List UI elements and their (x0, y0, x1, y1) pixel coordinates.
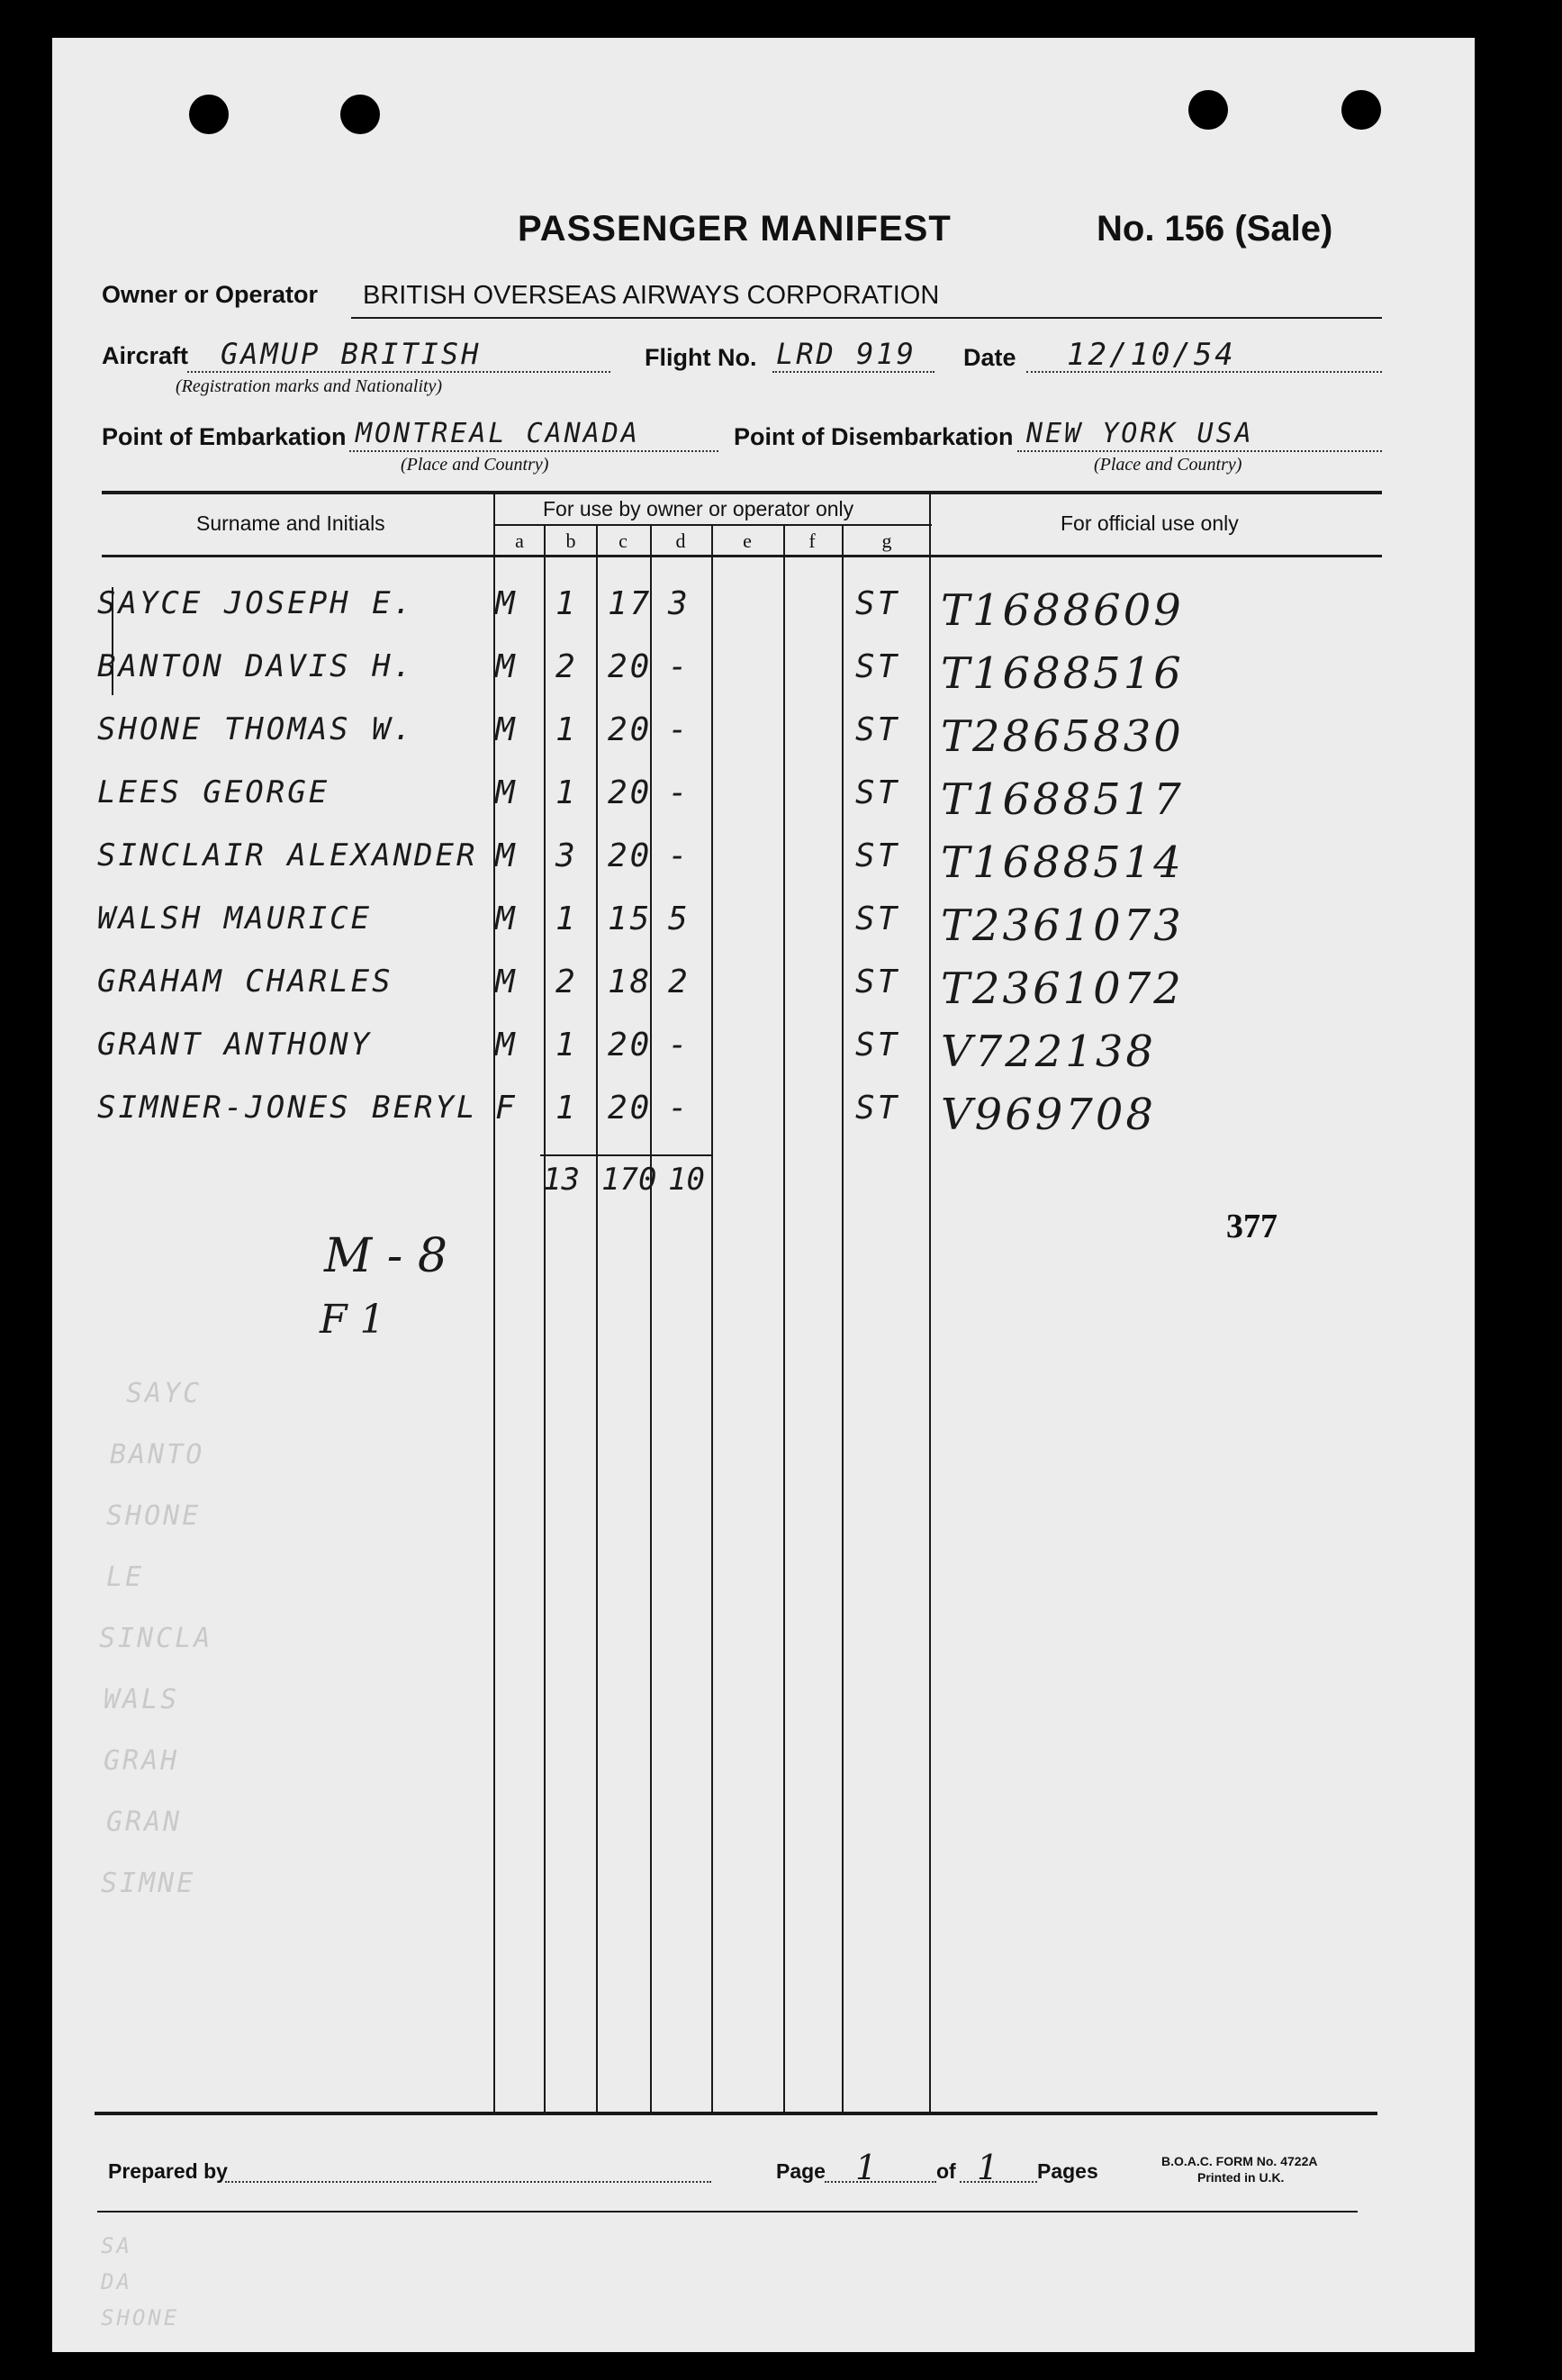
col-b-cell: 1 (555, 1027, 578, 1063)
col-d-cell: - (668, 1027, 691, 1063)
sex-cell: M (495, 837, 518, 874)
bleed-through-mark: SA (101, 2233, 132, 2258)
official-number: T1688517 (941, 774, 1184, 825)
aircraft-dotline (187, 371, 610, 373)
passenger-row (0, 711, 1562, 774)
col-c-cell: 20 (608, 837, 653, 874)
column-header-g: g (881, 529, 892, 552)
registration-note: (Registration marks and Nationality) (176, 376, 443, 396)
official-number: T1688514 (941, 837, 1184, 888)
operator-subheader-rule (495, 524, 932, 526)
passenger-name: SIMNER-JONES BERYL (97, 1090, 478, 1126)
embark-dotline (349, 450, 718, 452)
passenger-row (0, 900, 1562, 964)
col-b-cell: 1 (555, 774, 578, 811)
col-d-cell: 5 (668, 900, 691, 937)
official-number: V722138 (941, 1027, 1156, 1077)
passenger-row (0, 1090, 1562, 1153)
column-header-f: f (808, 529, 816, 552)
column-header-d: d (675, 529, 686, 552)
disembark-note: (Place and Country) (1094, 455, 1242, 475)
passenger-name: BANTON DAVIS H. (97, 648, 415, 684)
official-number: T1688609 (941, 585, 1184, 636)
column-header-a: a (515, 529, 524, 552)
date-value: 12/10/54 (1067, 337, 1236, 373)
passenger-row (0, 648, 1562, 711)
manifest-number: No. 156 (Sale) (1097, 209, 1333, 249)
official-number: T2865830 (941, 711, 1184, 762)
embark-label: Point of Embarkation (102, 423, 347, 450)
total-d: 10 (668, 1162, 705, 1198)
col-b-cell: 1 (555, 1090, 578, 1127)
sex-cell: M (495, 648, 518, 685)
flight-value: LRD 919 (776, 337, 916, 371)
sex-cell: M (495, 585, 518, 622)
passenger-name: SHONE THOMAS W. (97, 711, 415, 747)
passenger-row (0, 964, 1562, 1027)
sex-cell: M (495, 774, 518, 811)
female-count-note: F 1 (320, 1297, 385, 1343)
totals-rule (540, 1154, 713, 1156)
class-cell: ST (855, 837, 900, 874)
col-c-cell: 20 (608, 774, 653, 811)
total-b: 13 (543, 1162, 580, 1198)
bleed-through-mark: SINCLA (99, 1623, 213, 1654)
male-count-note: M - 8 (324, 1229, 447, 1283)
bleed-through-mark: DA (101, 2269, 132, 2294)
aircraft-value: GAMUP BRITISH (221, 337, 482, 371)
col-d-cell: - (668, 837, 691, 874)
class-cell: ST (855, 711, 900, 748)
surname-header: Surname and Initials (196, 511, 385, 535)
col-c-cell: 20 (608, 1090, 653, 1127)
sex-cell: M (495, 711, 518, 748)
form-number: B.O.A.C. FORM No. 4722A (1161, 2154, 1318, 2168)
disembark-value: NEW YORK USA (1026, 418, 1254, 449)
col-d-cell: - (668, 711, 691, 748)
official-header: For official use only (1061, 511, 1239, 535)
bleed-through-mark: GRAN (106, 1806, 183, 1838)
col-b-cell: 1 (555, 711, 578, 748)
prepared-label: Prepared by (108, 2159, 228, 2183)
bleed-through-mark: GRAH (104, 1745, 180, 1777)
col-c-cell: 17 (608, 585, 653, 622)
flight-label: Flight No. (645, 344, 757, 371)
bleed-through-mark: WALS (104, 1684, 180, 1715)
pages-label: Pages (1037, 2159, 1098, 2183)
page-title: PASSENGER MANIFEST (518, 209, 952, 249)
col-b-cell: 1 (555, 900, 578, 937)
col-d-cell: 2 (668, 964, 691, 1000)
col-d-cell: - (668, 774, 691, 811)
date-label: Date (963, 344, 1016, 371)
passenger-row (0, 774, 1562, 837)
owner-rule (351, 317, 1382, 319)
disembark-dotline (1017, 450, 1382, 452)
passenger-row (0, 585, 1562, 648)
embark-value: MONTREAL CANADA (356, 418, 640, 449)
footer-top-rule (95, 2112, 1377, 2115)
column-header-b: b (565, 529, 576, 552)
table-header-bottom-rule (102, 555, 1382, 557)
sex-cell: M (495, 964, 518, 1000)
of-label: of (936, 2159, 956, 2183)
col-c-cell: 15 (608, 900, 653, 937)
total-c: 170 (601, 1162, 657, 1198)
flight-dotline (772, 371, 934, 373)
table-top-rule (102, 491, 1382, 494)
embark-note: (Place and Country) (401, 455, 549, 475)
bleed-through-mark: SHONE (101, 2305, 180, 2330)
operator-header: For use by owner or operator only (543, 497, 854, 520)
class-cell: ST (855, 774, 900, 811)
passenger-name: LEES GEORGE (97, 774, 330, 810)
sex-cell: M (495, 900, 518, 937)
class-cell: ST (855, 1027, 900, 1063)
col-b-cell: 2 (555, 964, 578, 1000)
bleed-through-mark: SIMNE (101, 1868, 196, 1899)
column-header-e: e (743, 529, 752, 552)
disembark-label: Point of Disembarkation (734, 423, 1014, 450)
punch-hole (189, 95, 229, 134)
page-value: 1 (855, 2148, 878, 2187)
page-dotline (825, 2181, 936, 2183)
page-label: Page (776, 2159, 826, 2183)
col-c-cell: 20 (608, 1027, 653, 1063)
pages-value: 1 (977, 2148, 999, 2187)
passenger-name: GRANT ANTHONY (97, 1027, 373, 1063)
passenger-name: GRAHAM CHARLES (97, 964, 393, 1000)
official-number: T2361073 (941, 900, 1184, 951)
official-number: T2361072 (941, 964, 1184, 1014)
passenger-name: SINCLAIR ALEXANDER (97, 837, 478, 873)
col-d-cell: - (668, 648, 691, 685)
column-header-c: c (618, 529, 628, 552)
col-b-cell: 2 (555, 648, 578, 685)
official-number: T1688516 (941, 648, 1184, 699)
official-number: V969708 (941, 1090, 1156, 1140)
owner-label: Owner or Operator (102, 281, 319, 308)
class-cell: ST (855, 964, 900, 1000)
aircraft-label: Aircraft (102, 342, 189, 369)
passenger-name: WALSH MAURICE (97, 900, 373, 937)
col-b-cell: 1 (555, 585, 578, 622)
bleed-through-mark: LE (106, 1561, 145, 1593)
footer-bottom-rule (97, 2211, 1358, 2213)
passenger-row (0, 1027, 1562, 1090)
col-b-cell: 3 (555, 837, 578, 874)
punch-hole (1341, 90, 1381, 130)
form-printed: Printed in U.K. (1197, 2170, 1285, 2185)
class-cell: ST (855, 585, 900, 622)
col-c-cell: 20 (608, 711, 653, 748)
bleed-through-mark: BANTO (110, 1439, 205, 1471)
punch-hole (1188, 90, 1228, 130)
prepared-dotline (225, 2181, 711, 2183)
owner-value: BRITISH OVERSEAS AIRWAYS CORPORATION (363, 281, 940, 310)
punch-hole (340, 95, 380, 134)
col-c-cell: 20 (608, 648, 653, 685)
bleed-through-mark: SAYC (126, 1378, 203, 1409)
sex-cell: M (495, 1027, 518, 1063)
passenger-name: SAYCE JOSEPH E. (97, 585, 415, 621)
class-cell: ST (855, 1090, 900, 1127)
class-cell: ST (855, 648, 900, 685)
class-cell: ST (855, 900, 900, 937)
col-c-cell: 18 (608, 964, 653, 1000)
col-d-cell: 3 (668, 585, 691, 622)
bleed-through-mark: SHONE (106, 1500, 202, 1532)
sex-cell: F (495, 1090, 518, 1127)
passenger-row (0, 837, 1562, 900)
stamp-number: 377 (1226, 1208, 1278, 1245)
col-d-cell: - (668, 1090, 691, 1127)
